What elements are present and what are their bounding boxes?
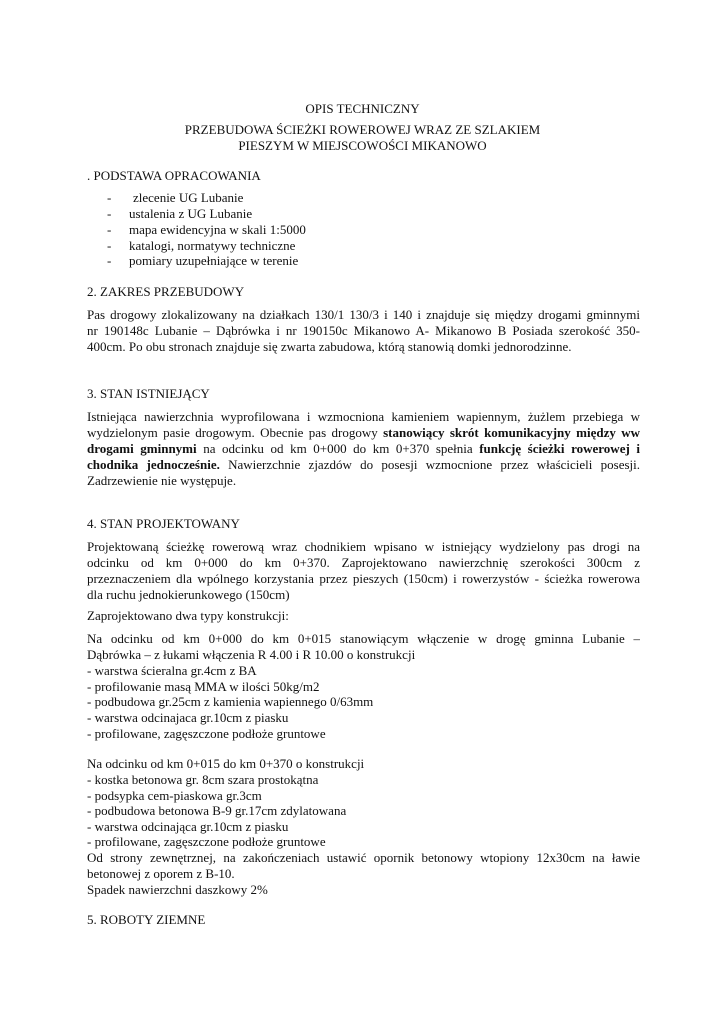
list-item: - warstwa ścieralna gr.4cm z BA <box>87 663 257 678</box>
text-line: przeznaczeniem dla wpólnego korzystania przez pieszych (150cm) i rowerzystów - ścieżka rowerowa <box>87 571 640 586</box>
section-heading-zakres: 2. ZAKRES PRZEBUDOWY <box>87 284 245 299</box>
document-title: OPIS TECHNICZNY <box>305 101 420 116</box>
document-subtitle-line2: PIESZYM W MIEJSCOWOŚCI MIKANOWO <box>238 138 487 153</box>
text-line: Pas drogowy zlokalizowany na działkach 130/1 130/3 i 140 i znajduje się między drogami gminnymi <box>87 307 640 322</box>
text-line: dla ruchu jednokierunkowego (150cm) <box>87 587 290 602</box>
list-item: - katalogi, normatywy techniczne <box>107 238 296 253</box>
list-item: - profilowanie masą MMA w ilości 50kg/m2 <box>87 679 320 694</box>
list-item: - mapa ewidencyjna w skali 1:5000 <box>107 222 306 237</box>
text-line: betonowej z oporem z B-10. <box>87 866 235 881</box>
section-heading-stan-istniejacy: 3. STAN ISTNIEJĄCY <box>87 386 210 401</box>
section-heading-stan-projektowany: 4. STAN PROJEKTOWANY <box>87 516 240 531</box>
text-line: nr 190148c Lubanie – Dąbrówka i nr 190150c Mikanowo A- Mikanowo B Posiada szerokość 350- <box>87 323 640 338</box>
list-item: - profilowane, zagęszczone podłoże gruntowe <box>87 726 326 741</box>
section-heading-roboty-ziemne: 5. ROBOTY ZIEMNE <box>87 912 206 927</box>
paragraph-projekt-6: Spadek nawierzchni daszkowy 2% <box>87 882 268 897</box>
text-line: 400cm. Po obu stronach znajduje się zwarta zabudowa, którą stanowią domki jednorodzinne. <box>87 339 572 354</box>
list-item: - ustalenia z UG Lubanie <box>107 206 253 221</box>
list-item: - profilowane, zagęszczone podłoże gruntowe <box>87 834 326 849</box>
text-line: odcinku od km 0+000 do km 0+370. Zaprojektowano nawierzchnię szerokości 300cm z <box>87 555 640 570</box>
text-line: drogami gminnymi na odcinku od km 0+000 do km 0+370 spełnia funkcję ścieżki rowerowej i <box>87 441 640 456</box>
list-item: - warstwa odcinajaca gr.10cm z piasku <box>87 710 289 725</box>
text-line: wydzielonym pasie drogowym. Obecnie pas drogowy stanowiący skrót komunikacyjny między ww <box>87 425 640 440</box>
paragraph-projekt-5 <box>87 850 640 882</box>
list-item: - zlecenie UG Lubanie <box>107 190 244 205</box>
list-item: - podbudowa gr.25cm z kamienia wapiennego 0/63mm <box>87 694 374 709</box>
paragraph-projekt-4: Na odcinku od km 0+015 do km 0+370 o konstrukcji <box>87 756 365 771</box>
text-line: Zadrzewienie nie występuje. <box>87 473 237 488</box>
text-line: Dąbrówka – z łukami włączenia R 4.00 i R 10.00 o konstrukcji <box>87 647 416 662</box>
list-item: - podbudowa betonowa B-9 gr.17cm zdylatowana <box>87 803 347 818</box>
list-item: - kostka betonowa gr. 8cm szara prostokątna <box>87 772 319 787</box>
paragraph-stan-istniejacy <box>87 409 640 489</box>
text-line: Na odcinku od km 0+000 do km 0+015 stanowiącym włączenie w drogę gminna Lubanie – <box>87 631 640 646</box>
paragraph-projekt-3 <box>87 631 640 663</box>
paragraph-projekt-2: Zaprojektowano dwa typy konstrukcji: <box>87 608 289 623</box>
text-line: Projektowaną ścieżkę rowerową wraz chodnikiem wpisano w istniejący wydzielony pas drogi na <box>87 539 640 554</box>
text-line: chodnika jednocześnie. Nawierzchnie zjazdów do posesji wzmocnione przez właścicieli posesji. <box>87 457 640 472</box>
document-subtitle-line1: PRZEBUDOWA ŚCIEŻKI ROWEROWEJ WRAZ ZE SZLAKIEM <box>184 122 541 137</box>
paragraph-projekt-1 <box>87 539 640 603</box>
list-item: - podsypka cem-piaskowa gr.3cm <box>87 788 262 803</box>
paragraph-zakres <box>87 307 640 355</box>
text-line: Istniejąca nawierzchnia wyprofilowana i wzmocniona kamieniem wapiennym, żużlem przebiega w <box>87 409 640 424</box>
list-item: - pomiary uzupełniające w terenie <box>107 253 299 268</box>
text-line: Od strony zewnętrznej, na zakończeniach ustawić opornik betonowy wtopiony 12x30cm na ławie <box>87 850 640 865</box>
list-item: - warstwa odcinająca gr.10cm z piasku <box>87 819 289 834</box>
section-heading-podstawa: . PODSTAWA OPRACOWANIA <box>87 168 261 183</box>
